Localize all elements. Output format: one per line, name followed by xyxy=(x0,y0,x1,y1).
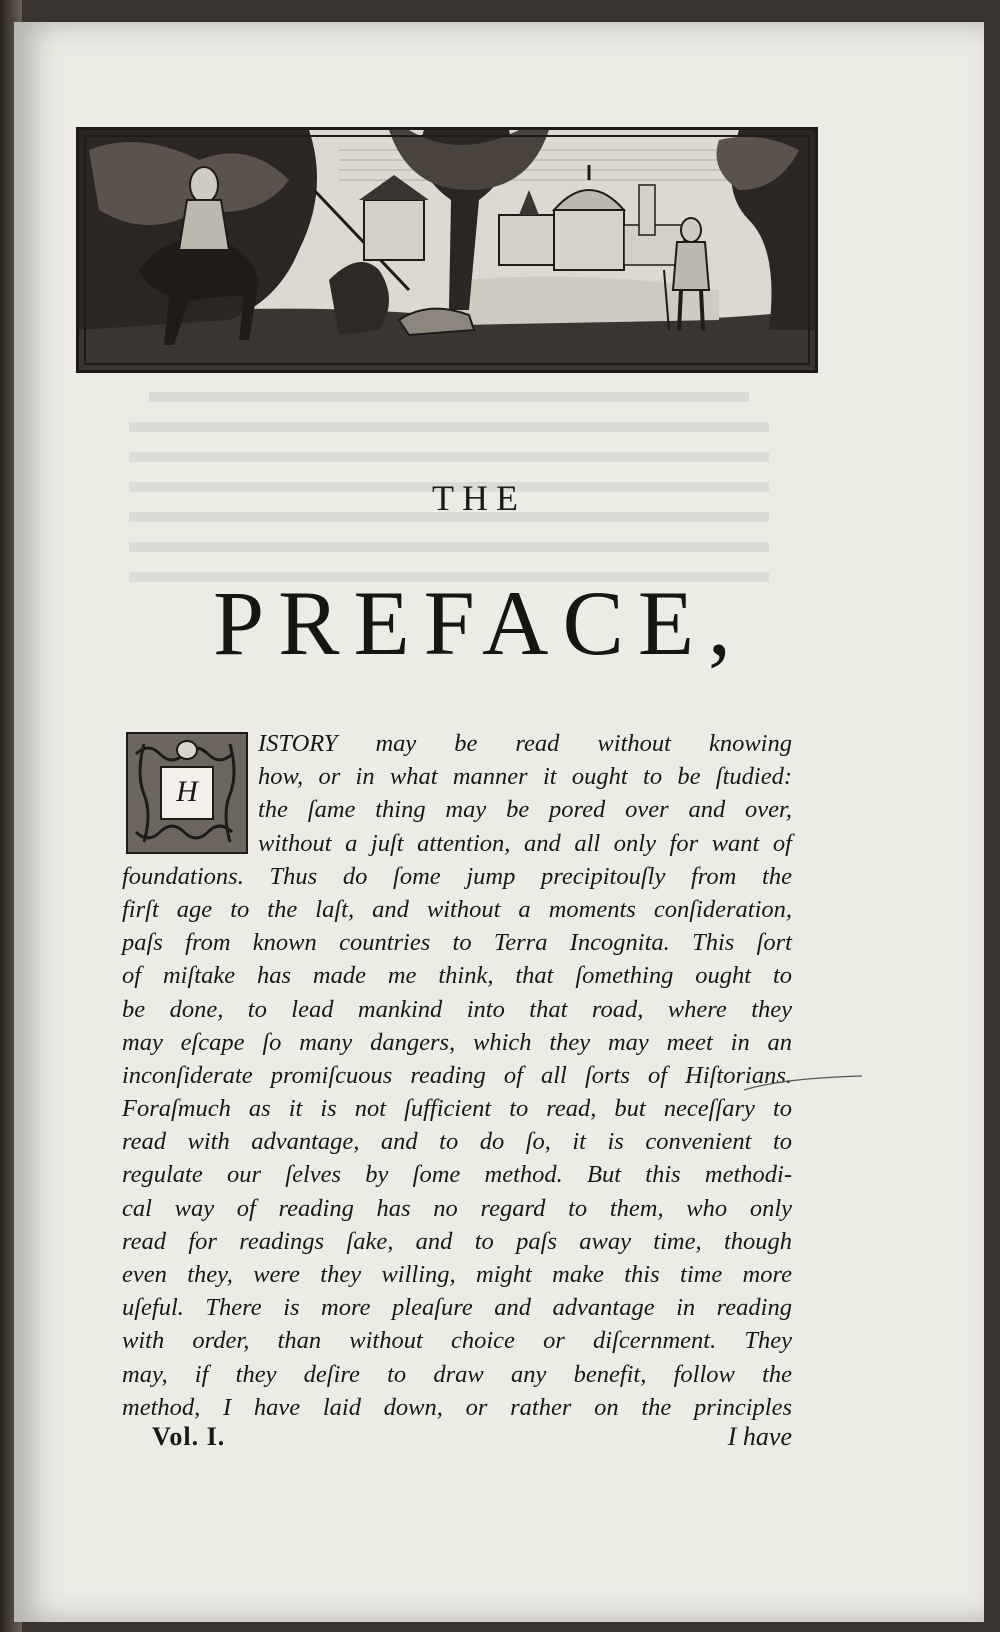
pencil-mark xyxy=(744,1074,864,1094)
text-line: firſt age to the laſt, and without a moments conſideration, xyxy=(122,895,792,923)
text-line: uſeful. There is more pleaſure and advantage in reading xyxy=(122,1294,792,1322)
woodcut-headpiece xyxy=(76,127,818,373)
text-line: Foraſmuch as it is not ſufficient to read, but neceſſary to xyxy=(122,1095,792,1123)
text-line: be done, to lead mankind into that road, where they xyxy=(122,995,792,1023)
text-line: may, if they deſire to draw any benefit, follow the xyxy=(122,1360,792,1388)
text-line: without a juſt attention, and all only for want of xyxy=(258,829,792,857)
text-line: ISTORY may be read without knowing xyxy=(258,730,792,757)
text-line: with order, than without choice or diſcernment. They xyxy=(122,1327,792,1355)
title-preface: PREFACE, xyxy=(212,572,746,674)
text-line: even they, were they willing, might make this time more xyxy=(122,1261,792,1288)
text-line: cal way of reading has no regard to them, who only xyxy=(122,1194,792,1222)
book-page xyxy=(14,22,984,1622)
text-line: of miſtake has made me think, that ſomething ought to xyxy=(122,962,792,990)
text-line: regulate our ſelves by ſome method. But this methodi- xyxy=(122,1161,792,1189)
initial-letter: H xyxy=(160,766,214,820)
text-line: the ſame thing may be pored over and over, xyxy=(258,796,792,824)
text-line: may eſcape ſo many dangers, which they may meet in an xyxy=(122,1028,792,1056)
body-text xyxy=(122,727,792,1424)
text-line: method, I have laid down, or rather on the principles xyxy=(122,1393,792,1421)
text-line: read with advantage, and to do ſo, it is convenient to xyxy=(122,1128,792,1156)
text-line: paſs from known countries to Terra Incognita. This ſort xyxy=(122,929,792,957)
text-line: read for readings ſake, and to paſs away time, though xyxy=(122,1227,792,1255)
signature-mark: Vol. I. xyxy=(152,1422,226,1451)
catchword: I have xyxy=(727,1422,792,1451)
text-line: inconſiderate promiſcuous reading of all ſorts of Hiſtorians. xyxy=(122,1061,792,1089)
title-the: THE xyxy=(432,478,526,518)
text-line: foundations. Thus do ſome jump precipitouſly from the xyxy=(122,862,792,890)
page-footer xyxy=(152,1422,792,1456)
text-line: how, or in what manner it ought to be ſtudied: xyxy=(258,763,792,791)
